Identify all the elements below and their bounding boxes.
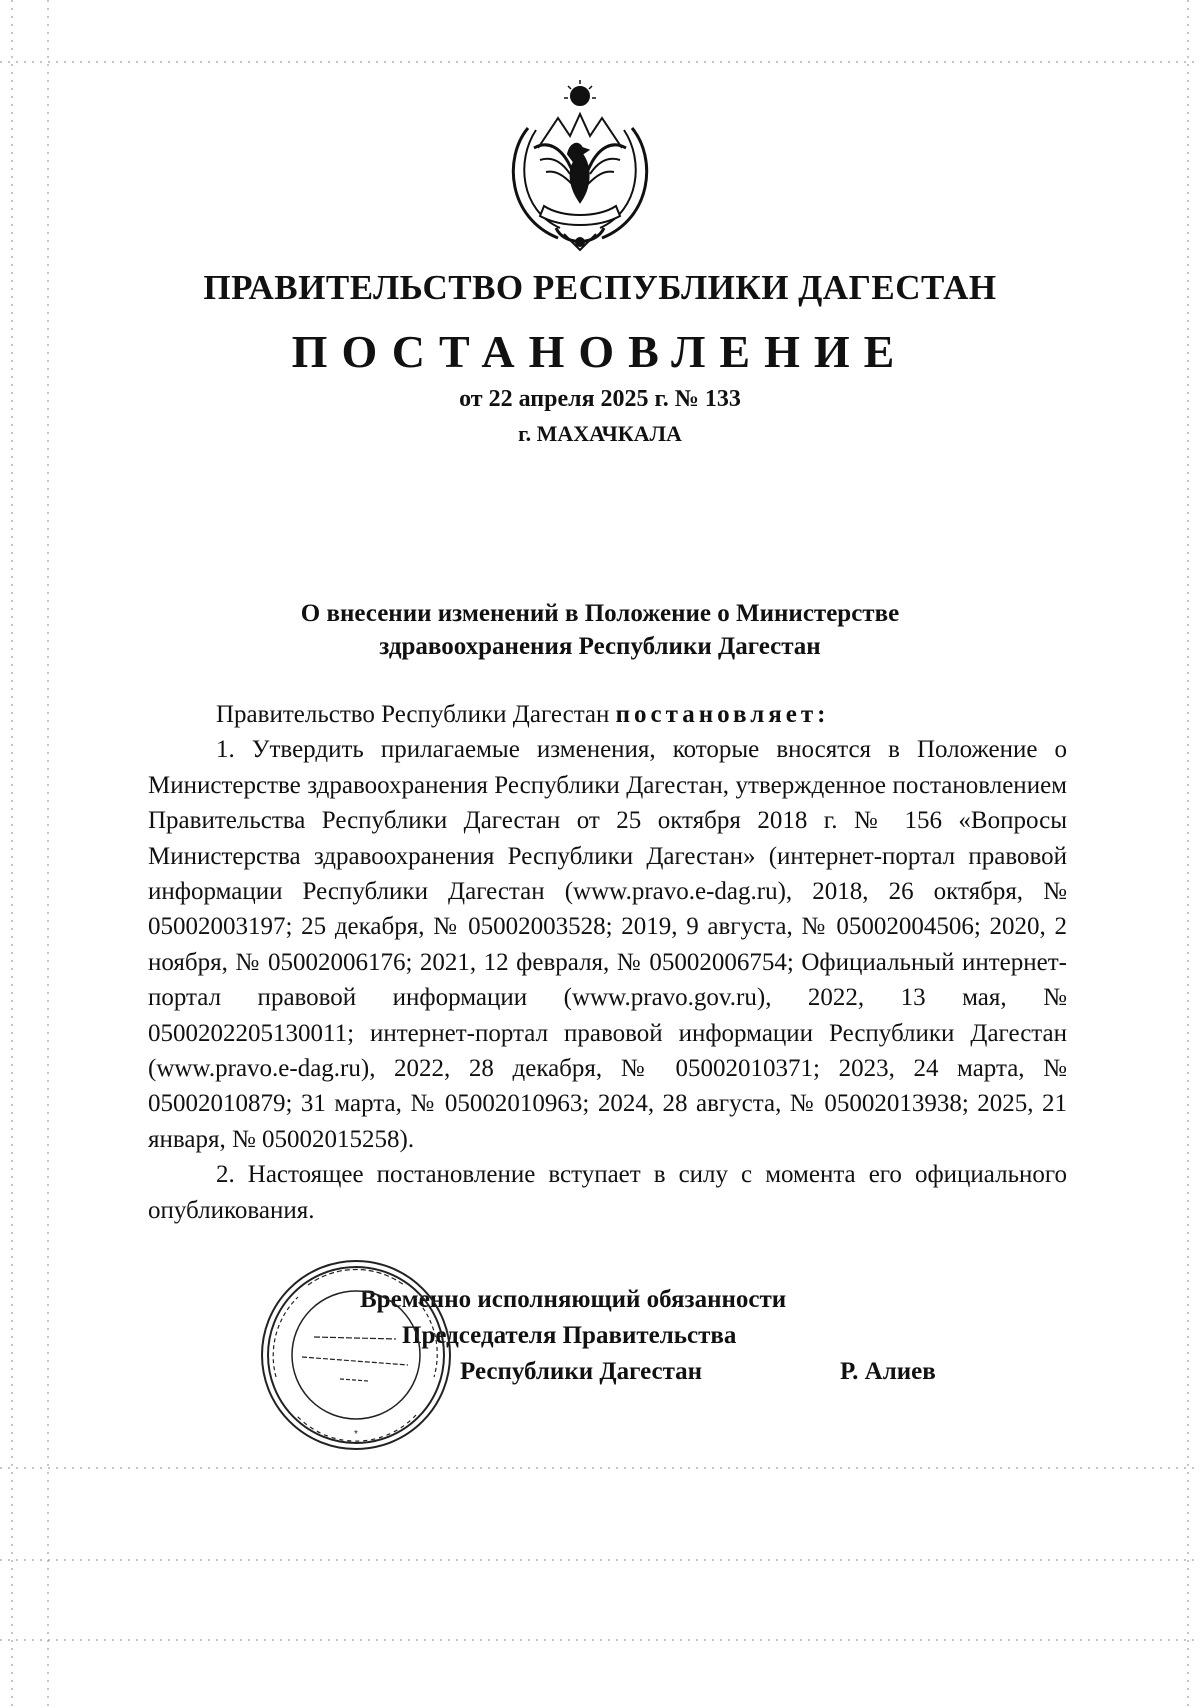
signatory-name: Р. Алиев — [840, 1358, 936, 1385]
signature-title-line-2: Председателя Правительства — [402, 1322, 737, 1349]
intro-paragraph — [148, 697, 1067, 732]
subject-line-2: здравоохранения Республики Дагестан — [379, 633, 821, 660]
subject-line-1: О внесении изменений в Положение о Министерстве — [300, 600, 900, 627]
intro-verb: постановляет: — [615, 701, 830, 728]
government-title: ПРАВИТЕЛЬСТВО РЕСПУБЛИКИ ДАГЕСТАН — [203, 268, 997, 307]
signature-title-line-3: Республики Дагестан — [460, 1358, 703, 1385]
item-1-paragraph: 1. Утвердить прилагаемые изменения, которые вносятся в Положение о Министерстве здравоохранения Республики Дагестан, утвержденное постановлением Правительства Республики Дагестан от 25 октября 2018 г. № 156 «Вопросы Министерства здравоохранения Республики Дагестан» (интернет-портал правовой информации Республики Дагестан (www.pravo.e-dag.ru), 2018, 26 октября, № 05002003197; 25 декабря, № 05002003528; 2019, 9 августа, № 05002004506; 2020, 2 ноября, № 05002006176; 2021, 12 февраля, № 05002006754; Официальный интернет-портал правовой информации (www.pravo.gov.ru), 2022, 13 мая, № 0500202205130011; интернет-портал правовой информации Республики Дагестан (www.pravo.e-dag.ru), 2022, 28 декабря, № 05002010371; 2023, 24 марта, № 05002010879; 31 марта, № 05002010963; 2024, 28 августа, № 05002013938; 2025, 21 января, № 05002015258). — [148, 736, 1067, 1153]
intro-prefix: Правительство Республики Дагестан — [216, 701, 616, 728]
document-date-number: от 22 апреля 2025 г. № 133 — [459, 386, 741, 412]
svg-text:*: * — [354, 1429, 358, 1440]
official-stamp — [256, 1255, 456, 1455]
item-2-paragraph: 2. Настоящее постановление вступает в силу с момента его официального опубликования. — [148, 1161, 1067, 1224]
document-body — [148, 697, 1067, 1228]
coat-of-arms-emblem — [498, 78, 662, 258]
document-city: г. МАХАЧКАЛА — [518, 421, 682, 446]
signature-title-line-1: Временно исполняющий обязанности — [360, 1286, 787, 1313]
document-subject — [0, 597, 1200, 663]
document-type-title: ПОСТАНОВЛЕНИЕ — [291, 326, 909, 377]
